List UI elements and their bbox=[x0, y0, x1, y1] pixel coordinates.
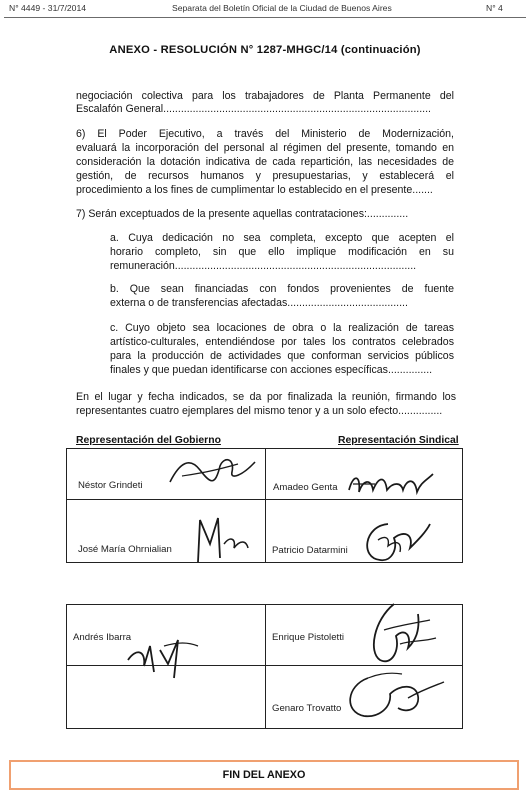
signatory-name: Genaro Trovatto bbox=[272, 703, 342, 714]
signatory-name: Patricio Datarmini bbox=[272, 545, 348, 556]
clause-7c-line: artístico-culturales, entendiéndose por tales los contratos celebrados bbox=[110, 336, 454, 348]
government-heading: Representación del Gobierno bbox=[76, 435, 221, 446]
header-rule bbox=[4, 17, 526, 18]
signatory-name: Andrés Ibarra bbox=[73, 632, 132, 643]
issue-number: N° 4449 - 31/7/2014 bbox=[9, 3, 87, 13]
clause-7a-line: horario completo, sin que ello implique modificación en su bbox=[110, 246, 454, 258]
signature-grindeti bbox=[160, 452, 260, 492]
signatory-name: Amadeo Genta bbox=[273, 482, 338, 493]
clause-7a-line: a. Cuya dedicación no sea completa, excepto que acepten el bbox=[110, 232, 454, 244]
signature-trovatto bbox=[338, 668, 448, 724]
intro-line: Escalafón General........................................................................................... bbox=[76, 103, 431, 115]
page-title: ANEXO - RESOLUCIÓN N° 1287-MHGC/14 (continuación) bbox=[109, 44, 421, 56]
signatory-name: Enrique Pistoletti bbox=[272, 632, 344, 643]
clause-7c-line: finales y que puedan identificarse con acciones específicas............... bbox=[110, 364, 433, 376]
clause-6-line: 6) El Poder Ejecutivo, a través del Ministerio de Modernización, bbox=[76, 128, 454, 140]
clause-7b-line: externa o de transferencias afectadas......................................... bbox=[110, 297, 408, 309]
clause-6-line: procedimiento a los fines de cumplimentar lo establecido en el presente....... bbox=[76, 184, 433, 196]
clause-7b-line: b. Que sean financiadas con fondos provenientes de fuente bbox=[110, 283, 454, 295]
clause-7a-line: remuneración.................................................................................. bbox=[110, 260, 417, 272]
clause-6-line: evaluará la incorporación del personal al régimen del presente, tomando en bbox=[76, 142, 454, 154]
signatory-name: José María Ohrnialian bbox=[78, 544, 172, 555]
end-of-annex-box bbox=[9, 760, 519, 790]
signature-ohrnialian bbox=[190, 514, 250, 566]
page-number: N° 4 bbox=[486, 3, 503, 13]
clause-7-intro: 7) Serán exceptuados de la presente aquellas contrataciones:.............. bbox=[76, 208, 409, 220]
clause-7c-line: para la producción de actividades que conforman servicios públicos bbox=[110, 350, 454, 362]
clause-6-line: gestión, de recursos humanos y presupuestarias, y establecerá el bbox=[76, 170, 454, 182]
signature-pistoletti bbox=[360, 600, 440, 670]
intro-line: negociación colectiva para los trabajadores de Planta Permanente del bbox=[76, 90, 454, 102]
closing-line: En el lugar y fecha indicados, se da por finalizada la reunión, firmando los bbox=[76, 391, 456, 403]
publication-name: Separata del Boletín Oficial de la Ciudad de Buenos Aires bbox=[172, 3, 392, 13]
clause-6-line: consideración la dotación indicativa de cada repartición, las necesidades de bbox=[76, 156, 454, 168]
signature-genta bbox=[345, 470, 435, 500]
clause-7c-line: c. Cuyo objeto sea locaciones de obra o la realización de tareas bbox=[110, 322, 454, 334]
closing-line: representantes cuatro ejemplares del mismo tenor y a un solo efecto............... bbox=[76, 405, 443, 417]
union-heading: Representación Sindical bbox=[338, 435, 459, 446]
end-of-annex-label: FIN DEL ANEXO bbox=[222, 769, 306, 781]
signature-datarmini bbox=[358, 518, 434, 566]
signatory-name: Néstor Grindeti bbox=[78, 480, 143, 491]
signature-ibarra bbox=[124, 630, 204, 680]
